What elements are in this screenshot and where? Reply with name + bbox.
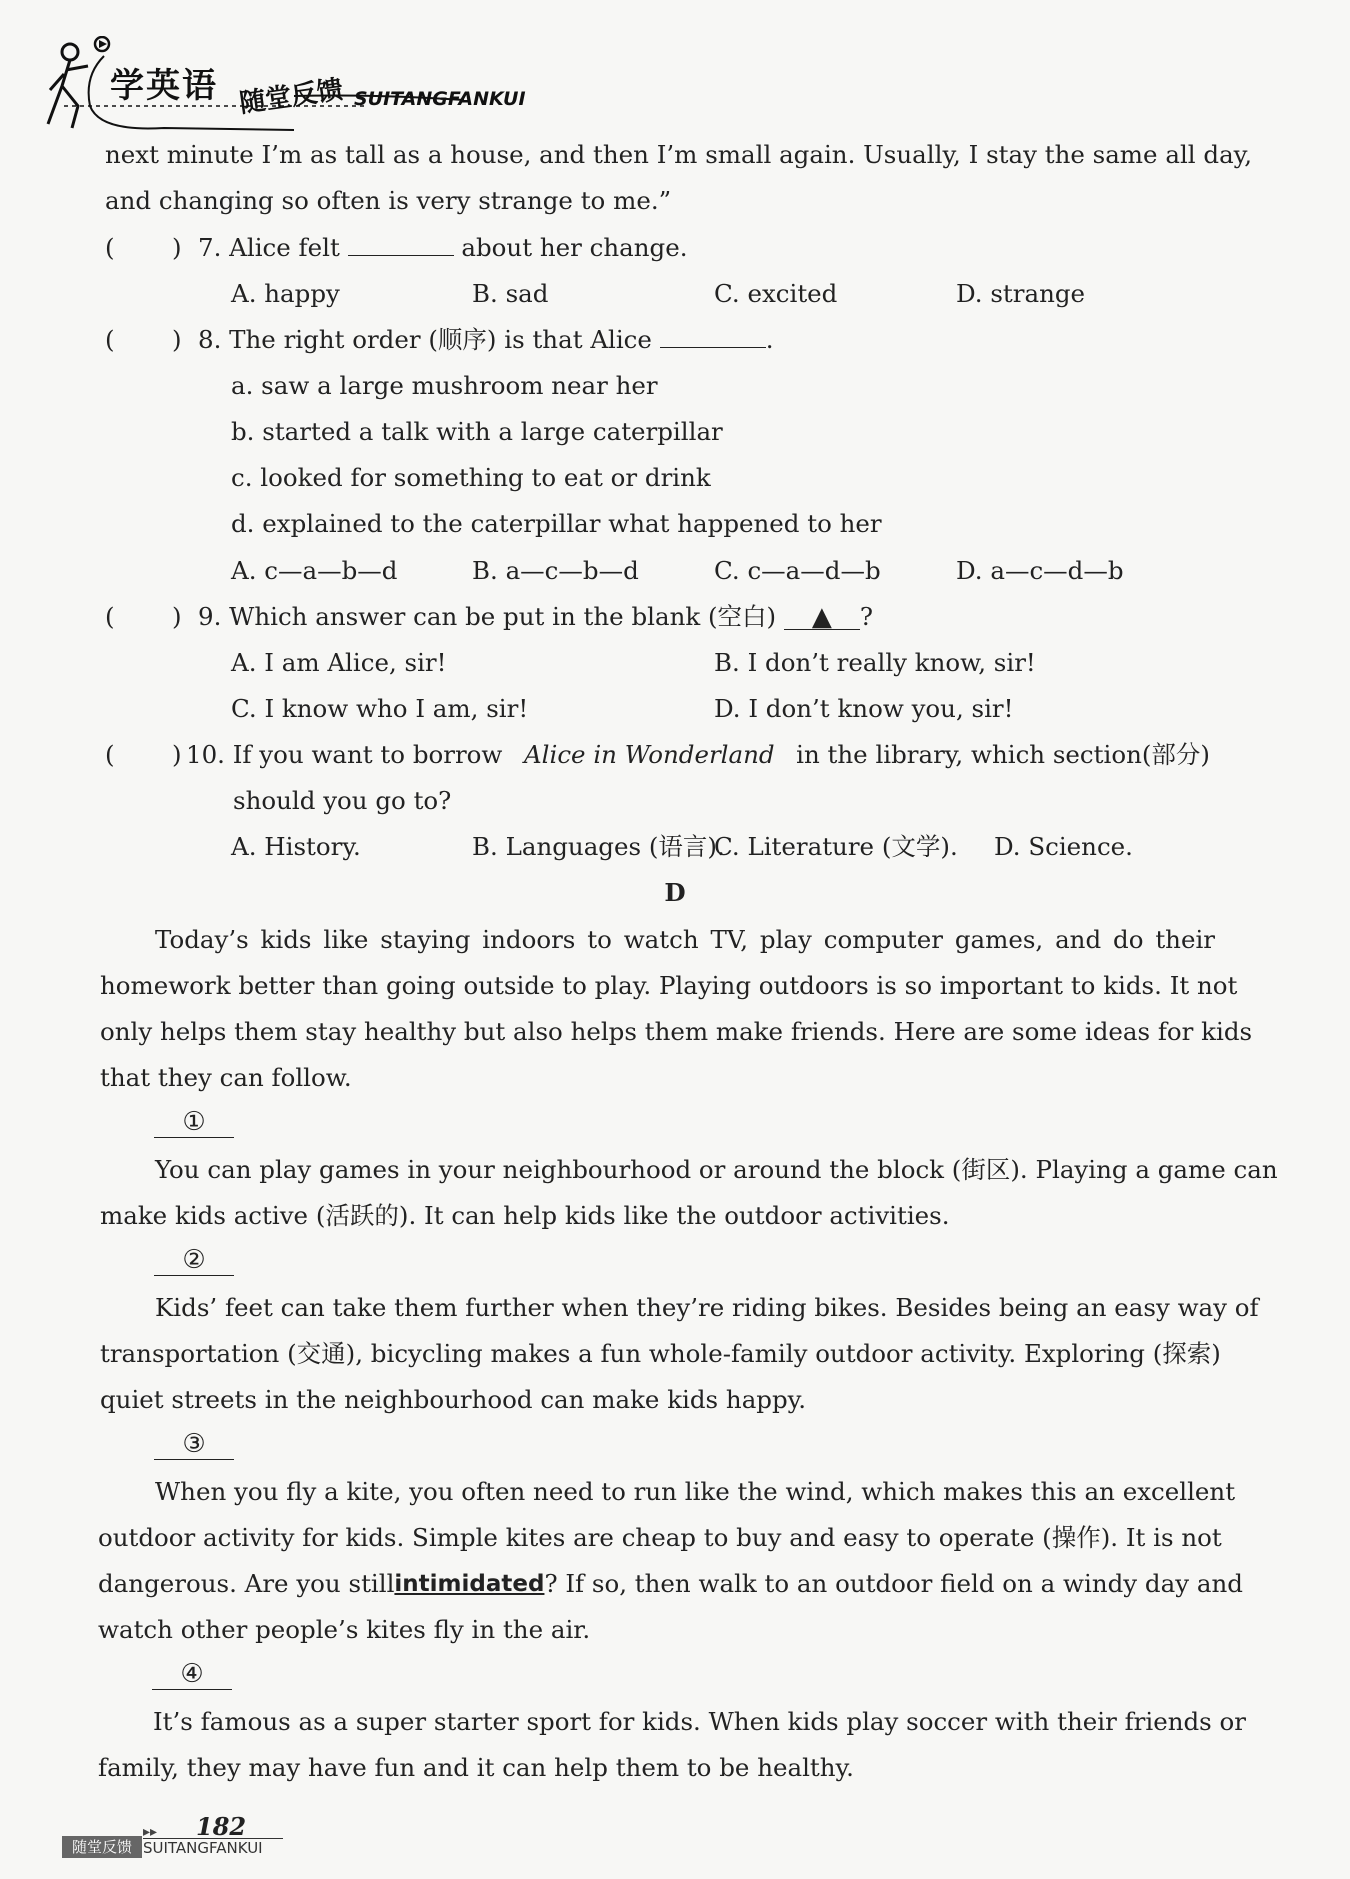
q8-item: c. looked for something to eat or drink: [231, 463, 711, 492]
q9-option-b[interactable]: B. I don’t really know, sir!: [714, 648, 1036, 677]
para1-line: make kids active (活跃的). It can help kids like the outdoor activities.: [100, 1201, 950, 1230]
q9-bracket-close: ): [172, 602, 182, 631]
header-pinyin: SUITANGFANKUI: [354, 88, 526, 110]
q7-stem-start: 7. Alice felt: [198, 233, 340, 262]
para3-line: When you fly a kite, you often need to run like the wind, which makes this an excellent: [155, 1477, 1236, 1506]
q9-bracket-open: (: [105, 602, 115, 631]
para4-line: family, they may have fun and it can help them to be healthy.: [98, 1753, 854, 1782]
q8-item: b. started a talk with a large caterpillar: [231, 417, 723, 446]
para3-line: watch other people’s kites fly in the air.: [98, 1615, 591, 1644]
q10-stem-end: in the library, which section(部分): [796, 740, 1210, 769]
q9-option-a[interactable]: A. I am Alice, sir!: [231, 648, 447, 677]
q10-stem-start: 10. If you want to borrow: [186, 740, 503, 769]
q7-bracket-open: (: [105, 233, 115, 262]
q7-option-b[interactable]: B. sad: [472, 279, 549, 308]
q8-item: a. saw a large mushroom near her: [231, 371, 658, 400]
q8-option-a[interactable]: A. c—a—b—d: [231, 556, 398, 585]
q9-option-d[interactable]: D. I don’t know you, sir!: [714, 694, 1014, 723]
para2-line: transportation (交通), bicycling makes a fun whole-family outdoor activity. Exploring (探索): [100, 1339, 1221, 1368]
page-number: 182: [196, 1812, 247, 1841]
section-d-heading: D: [664, 878, 686, 907]
q9-triangle-blank: ▲: [784, 605, 860, 630]
q8-bracket-close: ): [172, 325, 182, 354]
q8-item: d. explained to the caterpillar what happened to her: [231, 509, 882, 538]
q7-stem: [198, 233, 687, 263]
q10-option-c[interactable]: C. Literature (文学).: [714, 832, 958, 861]
para1-line: You can play games in your neighbourhood or around the block (街区). Playing a game can: [155, 1155, 1278, 1184]
passage-line: next minute I’m as tall as a house, and then I’m small again. Usually, I stay the same all day,: [105, 140, 1253, 169]
q8-stem-text: 8. The right order (顺序) is that Alice: [198, 325, 652, 354]
heading-blank-1[interactable]: ①: [154, 1107, 234, 1138]
q9-stem-end: ?: [859, 602, 874, 631]
key-word-intimidated: intimidated: [394, 1571, 545, 1597]
q8-option-b[interactable]: B. a—c—b—d: [472, 556, 639, 585]
q8-option-d[interactable]: D. a—c—d—b: [956, 556, 1124, 585]
q7-bracket-close: ): [172, 233, 182, 262]
intro-line: that they can follow.: [100, 1063, 352, 1092]
header-logo: [44, 36, 526, 132]
passage-line: and changing so often is very strange to me.”: [105, 186, 672, 215]
heading-blank-4[interactable]: ④: [152, 1659, 232, 1690]
q8-option-c[interactable]: C. c—a—d—b: [714, 556, 881, 585]
heading-blank-3[interactable]: ③: [154, 1429, 234, 1460]
q9-stem: [198, 602, 873, 632]
para2-line: quiet streets in the neighbourhood can make kids happy.: [100, 1385, 807, 1414]
q7-stem-end: about her change.: [461, 233, 688, 262]
q10-option-b[interactable]: B. Languages (语言).: [472, 832, 725, 861]
q7-option-d[interactable]: D. strange: [956, 279, 1086, 308]
header-subtitle: 随堂反馈: [237, 74, 345, 120]
para3-line3-start: dangerous. Are you still: [98, 1569, 395, 1598]
heading-blank-2[interactable]: ②: [154, 1245, 234, 1276]
q8-answer-blank[interactable]: [660, 325, 766, 348]
q10-stem: [186, 740, 1210, 770]
q10-option-a[interactable]: A. History.: [231, 832, 361, 861]
para3-line: outdoor activity for kids. Simple kites are cheap to buy and easy to operate (操作). It is not: [98, 1523, 1222, 1552]
footer-label-box: 随堂反馈: [62, 1836, 142, 1858]
q10-bracket-close: ): [172, 740, 182, 769]
q8-stem-end: .: [765, 325, 774, 354]
intro-line: homework better than going outside to play. Playing outdoors is so important to kids. It not: [100, 971, 1238, 1000]
q8-bracket-open: (: [105, 325, 115, 354]
footer-arrows: ▸▸: [143, 1824, 158, 1840]
q10-bracket-open: (: [105, 740, 115, 769]
q10-book-title: Alice in Wonderland: [523, 740, 775, 769]
q8-stem: [198, 325, 774, 355]
q9-stem-text: 9. Which answer can be put in the blank (空白): [198, 602, 777, 631]
q10-stem-line2: should you go to?: [233, 786, 452, 815]
q9-option-c[interactable]: C. I know who I am, sir!: [231, 694, 529, 723]
para2-line: Kids’ feet can take them further when they’re riding bikes. Besides being an easy way of: [155, 1293, 1259, 1322]
para3-line3-end: ? If so, then walk to an outdoor field on a windy day and: [544, 1569, 1243, 1598]
para3-line3: [98, 1569, 1243, 1599]
intro-line: only helps them stay healthy but also helps them make friends. Here are some ideas for kids: [100, 1017, 1253, 1046]
q7-option-a[interactable]: A. happy: [231, 279, 340, 308]
para4-line: It’s famous as a super starter sport for kids. When kids play soccer with their friends or: [153, 1707, 1246, 1736]
q7-option-c[interactable]: C. excited: [714, 279, 838, 308]
intro-line: Today’s kids like staying indoors to watch TV, play computer games, and do their: [155, 925, 1215, 954]
q10-option-d[interactable]: D. Science.: [994, 832, 1133, 861]
header-title: 学英语: [110, 66, 218, 106]
q7-answer-blank[interactable]: [348, 233, 454, 256]
footer-pinyin: SUITANGFANKUI: [143, 1838, 283, 1857]
